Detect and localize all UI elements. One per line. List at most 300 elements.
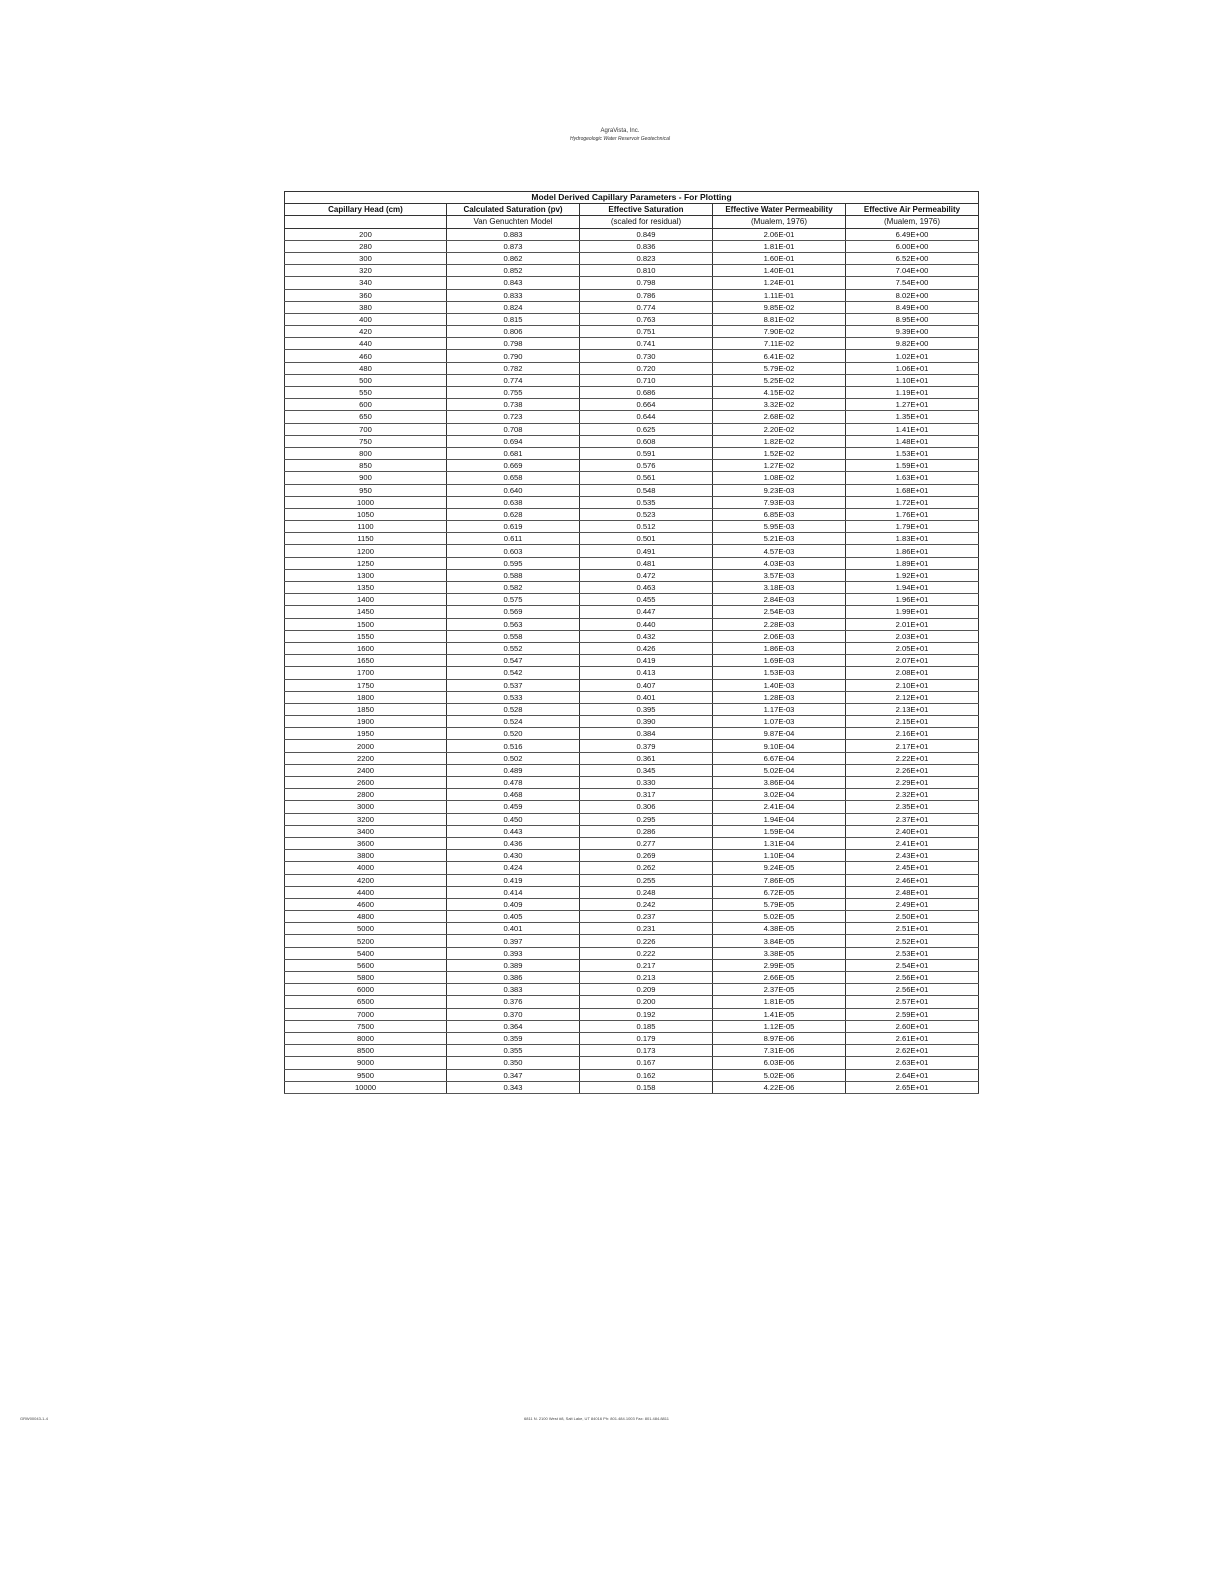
table-cell: 0.815: [447, 313, 580, 325]
table-cell: 0.751: [580, 326, 713, 338]
table-cell: 0.277: [580, 837, 713, 849]
table-row: [285, 496, 979, 508]
table-row: [285, 764, 979, 776]
table-cell: 8.49E+00: [846, 301, 979, 313]
table-cell: 0.738: [447, 399, 580, 411]
table-cell: 0.836: [580, 240, 713, 252]
table-row: [285, 691, 979, 703]
table-cell: 1.31E-04: [713, 837, 846, 849]
table-cell: 1850: [285, 703, 447, 715]
table-cell: 0.720: [580, 362, 713, 374]
table-cell: 380: [285, 301, 447, 313]
table-cell: 0.379: [580, 740, 713, 752]
table-cell: 2.40E+01: [846, 825, 979, 837]
table-body: [285, 228, 979, 1093]
table-cell: 0.393: [447, 947, 580, 959]
table-cell: 0.798: [580, 277, 713, 289]
table-cell: 1.12E-05: [713, 1020, 846, 1032]
table-cell: 0.350: [447, 1057, 580, 1069]
table-row: [285, 789, 979, 801]
table-cell: 1650: [285, 655, 447, 667]
table-cell: 5.02E-06: [713, 1069, 846, 1081]
table-cell: 1.79E+01: [846, 521, 979, 533]
table-cell: 1.63E+01: [846, 472, 979, 484]
table-row: [285, 655, 979, 667]
column-subheader: [285, 216, 447, 228]
table-row: [285, 313, 979, 325]
table-cell: 440: [285, 338, 447, 350]
table-cell: 0.370: [447, 1008, 580, 1020]
table-cell: 1550: [285, 630, 447, 642]
table-cell: 0.443: [447, 825, 580, 837]
table-row: [285, 423, 979, 435]
table-cell: 9.87E-04: [713, 728, 846, 740]
table-cell: 2800: [285, 789, 447, 801]
table-cell: 0.262: [580, 862, 713, 874]
table-cell: 600: [285, 399, 447, 411]
table-row: [285, 228, 979, 240]
table-cell: 7000: [285, 1008, 447, 1020]
table-cell: 0.447: [580, 606, 713, 618]
table-row: [285, 679, 979, 691]
table-cell: 2.84E-03: [713, 594, 846, 606]
table-cell: 5000: [285, 923, 447, 935]
table-cell: 1.11E-01: [713, 289, 846, 301]
table-cell: 0.619: [447, 521, 580, 533]
table-row: [285, 252, 979, 264]
table-cell: 0.501: [580, 533, 713, 545]
table-cell: 1800: [285, 691, 447, 703]
table-cell: 0.790: [447, 350, 580, 362]
table-row: [285, 289, 979, 301]
table-cell: 0.158: [580, 1081, 713, 1093]
table-cell: 0.478: [447, 777, 580, 789]
table-cell: 3.38E-05: [713, 947, 846, 959]
capillary-parameters-table: [284, 191, 979, 1094]
table-cell: 0.455: [580, 594, 713, 606]
table-cell: 0.419: [580, 655, 713, 667]
table-cell: 0.424: [447, 862, 580, 874]
table-cell: 9500: [285, 1069, 447, 1081]
table-row: [285, 850, 979, 862]
table-cell: 360: [285, 289, 447, 301]
table-cell: 0.459: [447, 801, 580, 813]
table-cell: 1.89E+01: [846, 557, 979, 569]
column-subheader: (Mualem, 1976): [713, 216, 846, 228]
table-cell: 650: [285, 411, 447, 423]
table-row: [285, 716, 979, 728]
table-cell: 1.53E+01: [846, 447, 979, 459]
table-cell: 0.405: [447, 911, 580, 923]
table-cell: 0.347: [447, 1069, 580, 1081]
table-cell: 0.192: [580, 1008, 713, 1020]
table-cell: 0.669: [447, 460, 580, 472]
table-cell: 2.41E+01: [846, 837, 979, 849]
table-cell: 4.03E-03: [713, 557, 846, 569]
table-row: [285, 740, 979, 752]
table-cell: 0.843: [447, 277, 580, 289]
table-cell: 0.611: [447, 533, 580, 545]
table-cell: 2.60E+01: [846, 1020, 979, 1032]
table-cell: 0.231: [580, 923, 713, 935]
table-cell: 4600: [285, 898, 447, 910]
column-subheader-row: [285, 216, 979, 228]
table-cell: 2.35E+01: [846, 801, 979, 813]
table-cell: 6.67E-04: [713, 752, 846, 764]
table-cell: 6.03E-06: [713, 1057, 846, 1069]
table-cell: 0.355: [447, 1045, 580, 1057]
table-row: [285, 606, 979, 618]
table-cell: 0.710: [580, 374, 713, 386]
table-cell: 1.60E-01: [713, 252, 846, 264]
table-cell: 1.41E-05: [713, 1008, 846, 1020]
table-cell: 200: [285, 228, 447, 240]
table-cell: 4000: [285, 862, 447, 874]
table-cell: 5.02E-04: [713, 764, 846, 776]
table-cell: 0.436: [447, 837, 580, 849]
table-cell: 0.491: [580, 545, 713, 557]
table-cell: 1.28E-03: [713, 691, 846, 703]
table-cell: 0.625: [580, 423, 713, 435]
table-cell: 6000: [285, 984, 447, 996]
table-row: [285, 801, 979, 813]
table-cell: 2.61E+01: [846, 1032, 979, 1044]
table-row: [285, 630, 979, 642]
column-header: Effective Water Permeability: [713, 204, 846, 216]
table-cell: 0.755: [447, 387, 580, 399]
table-cell: 0.162: [580, 1069, 713, 1081]
table-cell: 0.390: [580, 716, 713, 728]
table-cell: 0.763: [580, 313, 713, 325]
table-cell: 3400: [285, 825, 447, 837]
table-cell: 0.569: [447, 606, 580, 618]
table-cell: 0.883: [447, 228, 580, 240]
table-cell: 3.86E-04: [713, 777, 846, 789]
table-cell: 1200: [285, 545, 447, 557]
table-cell: 3800: [285, 850, 447, 862]
table-cell: 2.99E-05: [713, 959, 846, 971]
table-cell: 1100: [285, 521, 447, 533]
table-cell: 0.269: [580, 850, 713, 862]
table-row: [285, 837, 979, 849]
table-cell: 2.28E-03: [713, 618, 846, 630]
table-cell: 0.516: [447, 740, 580, 752]
table-row: [285, 813, 979, 825]
table-cell: 300: [285, 252, 447, 264]
table-cell: 6.72E-05: [713, 886, 846, 898]
table-cell: 0.523: [580, 508, 713, 520]
table-cell: 7.11E-02: [713, 338, 846, 350]
table-cell: 0.167: [580, 1057, 713, 1069]
table-cell: 9.24E-05: [713, 862, 846, 874]
table-cell: 0.547: [447, 655, 580, 667]
table-cell: 800: [285, 447, 447, 459]
table-row: [285, 752, 979, 764]
table-cell: 2600: [285, 777, 447, 789]
table-row: [285, 435, 979, 447]
column-header-row: [285, 204, 979, 216]
table-cell: 1300: [285, 569, 447, 581]
column-header: Capillary Head (cm): [285, 204, 447, 216]
table-cell: 1.72E+01: [846, 496, 979, 508]
table-cell: 2.46E+01: [846, 874, 979, 886]
table-cell: 3.18E-03: [713, 582, 846, 594]
table-row: [285, 703, 979, 715]
table-cell: 1.99E+01: [846, 606, 979, 618]
table-row: [285, 350, 979, 362]
table-cell: 1.59E-04: [713, 825, 846, 837]
table-cell: 7500: [285, 1020, 447, 1032]
table-cell: 0.383: [447, 984, 580, 996]
table-cell: 1.81E-01: [713, 240, 846, 252]
table-cell: 750: [285, 435, 447, 447]
table-row: [285, 972, 979, 984]
table-cell: 0.833: [447, 289, 580, 301]
table-cell: 0.528: [447, 703, 580, 715]
table-cell: 7.86E-05: [713, 874, 846, 886]
table-cell: 1.10E+01: [846, 374, 979, 386]
table-cell: 2.68E-02: [713, 411, 846, 423]
table-cell: 2.08E+01: [846, 667, 979, 679]
table-cell: 9000: [285, 1057, 447, 1069]
column-header: Calculated Saturation (pv): [447, 204, 580, 216]
table-cell: 2.01E+01: [846, 618, 979, 630]
table-cell: 0.806: [447, 326, 580, 338]
table-cell: 8.95E+00: [846, 313, 979, 325]
table-row: [285, 935, 979, 947]
table-cell: 0.173: [580, 1045, 713, 1057]
table-cell: 0.533: [447, 691, 580, 703]
table-cell: 0.440: [580, 618, 713, 630]
table-cell: 1750: [285, 679, 447, 691]
table-cell: 0.537: [447, 679, 580, 691]
table-cell: 2.51E+01: [846, 923, 979, 935]
table-cell: 6.49E+00: [846, 228, 979, 240]
table-row: [285, 569, 979, 581]
table-cell: 0.401: [580, 691, 713, 703]
table-cell: 0.502: [447, 752, 580, 764]
table-cell: 2.59E+01: [846, 1008, 979, 1020]
table-cell: 2.07E+01: [846, 655, 979, 667]
table-cell: 0.359: [447, 1032, 580, 1044]
table-row: [285, 1008, 979, 1020]
table-row: [285, 886, 979, 898]
table-row: [285, 582, 979, 594]
table-cell: 8.81E-02: [713, 313, 846, 325]
table-cell: 0.185: [580, 1020, 713, 1032]
table-cell: 1.27E-02: [713, 460, 846, 472]
table-cell: 1.41E+01: [846, 423, 979, 435]
table-cell: 4800: [285, 911, 447, 923]
table-cell: 0.419: [447, 874, 580, 886]
table-cell: 0.286: [580, 825, 713, 837]
table-cell: 0.786: [580, 289, 713, 301]
table-cell: 0.361: [580, 752, 713, 764]
table-cell: 0.430: [447, 850, 580, 862]
table-cell: 0.472: [580, 569, 713, 581]
table-cell: 1900: [285, 716, 447, 728]
table-cell: 0.389: [447, 959, 580, 971]
table-cell: 1.19E+01: [846, 387, 979, 399]
table-cell: 320: [285, 265, 447, 277]
table-cell: 0.774: [580, 301, 713, 313]
table-row: [285, 667, 979, 679]
table-row: [285, 911, 979, 923]
table-cell: 2.16E+01: [846, 728, 979, 740]
table-cell: 500: [285, 374, 447, 386]
table-cell: 700: [285, 423, 447, 435]
table-cell: 1.86E-03: [713, 642, 846, 654]
table-cell: 1.94E-04: [713, 813, 846, 825]
table-cell: 4.15E-02: [713, 387, 846, 399]
table-cell: 0.248: [580, 886, 713, 898]
table-cell: 280: [285, 240, 447, 252]
table-cell: 0.681: [447, 447, 580, 459]
table-cell: 7.31E-06: [713, 1045, 846, 1057]
table-cell: 2.15E+01: [846, 716, 979, 728]
table-cell: 2.45E+01: [846, 862, 979, 874]
table-cell: 0.384: [580, 728, 713, 740]
table-cell: 1950: [285, 728, 447, 740]
table-cell: 2.03E+01: [846, 630, 979, 642]
table-cell: 0.852: [447, 265, 580, 277]
table-cell: 1.82E-02: [713, 435, 846, 447]
table-cell: 2.06E-03: [713, 630, 846, 642]
table-cell: 5800: [285, 972, 447, 984]
table-cell: 8.02E+00: [846, 289, 979, 301]
table-cell: 2.56E+01: [846, 972, 979, 984]
table-cell: 0.782: [447, 362, 580, 374]
table-row: [285, 618, 979, 630]
table-cell: 0.489: [447, 764, 580, 776]
table-row: [285, 777, 979, 789]
column-subheader: (scaled for residual): [580, 216, 713, 228]
table-cell: 2.57E+01: [846, 996, 979, 1008]
table-cell: 9.10E-04: [713, 740, 846, 752]
table-cell: 0.595: [447, 557, 580, 569]
table-row: [285, 1069, 979, 1081]
column-header: Effective Air Permeability: [846, 204, 979, 216]
table-cell: 4400: [285, 886, 447, 898]
table-cell: 850: [285, 460, 447, 472]
table-cell: 0.582: [447, 582, 580, 594]
table-cell: 0.694: [447, 435, 580, 447]
table-cell: 9.23E-03: [713, 484, 846, 496]
table-cell: 5.95E-03: [713, 521, 846, 533]
table-cell: 5.21E-03: [713, 533, 846, 545]
table-row: [285, 642, 979, 654]
table-cell: 0.376: [447, 996, 580, 1008]
table-row: [285, 472, 979, 484]
table-cell: 1150: [285, 533, 447, 545]
table-cell: 0.823: [580, 252, 713, 264]
table-cell: 0.213: [580, 972, 713, 984]
table-cell: 1.94E+01: [846, 582, 979, 594]
table-cell: 3200: [285, 813, 447, 825]
table-row: [285, 874, 979, 886]
table-cell: 0.409: [447, 898, 580, 910]
table-cell: 0.414: [447, 886, 580, 898]
table-row: [285, 338, 979, 350]
table-row: [285, 728, 979, 740]
table-cell: 2.48E+01: [846, 886, 979, 898]
table-cell: 1.83E+01: [846, 533, 979, 545]
table-cell: 0.481: [580, 557, 713, 569]
table-cell: 7.04E+00: [846, 265, 979, 277]
table-cell: 420: [285, 326, 447, 338]
company-subtitle: Hydrogeologic Water Reservoir Geotechnical: [570, 136, 670, 142]
table-cell: 2.32E+01: [846, 789, 979, 801]
table-cell: 1.86E+01: [846, 545, 979, 557]
table-cell: 2.17E+01: [846, 740, 979, 752]
table-cell: 4.22E-06: [713, 1081, 846, 1093]
table-cell: 2.64E+01: [846, 1069, 979, 1081]
table-cell: 1000: [285, 496, 447, 508]
table-cell: 0.862: [447, 252, 580, 264]
table-row: [285, 277, 979, 289]
table-cell: 0.849: [580, 228, 713, 240]
table-cell: 400: [285, 313, 447, 325]
table-cell: 3.57E-03: [713, 569, 846, 581]
table-cell: 1.69E-03: [713, 655, 846, 667]
table-cell: 2.20E-02: [713, 423, 846, 435]
table-cell: 5.02E-05: [713, 911, 846, 923]
table-cell: 2.06E-01: [713, 228, 846, 240]
table-cell: 0.222: [580, 947, 713, 959]
table-cell: 0.535: [580, 496, 713, 508]
table-cell: 0.413: [580, 667, 713, 679]
table-row: [285, 898, 979, 910]
table-cell: 0.542: [447, 667, 580, 679]
table-cell: 2.41E-04: [713, 801, 846, 813]
table-cell: 2.63E+01: [846, 1057, 979, 1069]
table-title: Model Derived Capillary Parameters - For Plotting: [285, 192, 979, 204]
table-cell: 0.217: [580, 959, 713, 971]
table-row: [285, 387, 979, 399]
table-cell: 0.226: [580, 935, 713, 947]
table-cell: 1.92E+01: [846, 569, 979, 581]
table-cell: 1.40E-03: [713, 679, 846, 691]
table-row: [285, 447, 979, 459]
table-cell: 2000: [285, 740, 447, 752]
table-cell: 2.66E-05: [713, 972, 846, 984]
table-cell: 0.575: [447, 594, 580, 606]
column-subheader: Van Genuchten Model: [447, 216, 580, 228]
table-cell: 0.548: [580, 484, 713, 496]
footer-address: 6811 N. 2100 West #8, Salt Lake, UT 84016 Ph: 801.484.1003 Fax: 801.484.8811: [524, 1416, 669, 1421]
table-cell: 2.22E+01: [846, 752, 979, 764]
table-cell: 6.52E+00: [846, 252, 979, 264]
table-cell: 1050: [285, 508, 447, 520]
table-row: [285, 825, 979, 837]
table-row: [285, 460, 979, 472]
table-cell: 9.39E+00: [846, 326, 979, 338]
table-cell: 1.59E+01: [846, 460, 979, 472]
column-subheader: (Mualem, 1976): [846, 216, 979, 228]
table-row: [285, 265, 979, 277]
table-cell: 460: [285, 350, 447, 362]
table-cell: 4.57E-03: [713, 545, 846, 557]
table-row: [285, 947, 979, 959]
table-cell: 0.237: [580, 911, 713, 923]
table-cell: 5600: [285, 959, 447, 971]
table-cell: 0.873: [447, 240, 580, 252]
table-cell: 0.591: [580, 447, 713, 459]
table-cell: 0.640: [447, 484, 580, 496]
table-cell: 0.558: [447, 630, 580, 642]
table-row: [285, 1032, 979, 1044]
table-cell: 550: [285, 387, 447, 399]
